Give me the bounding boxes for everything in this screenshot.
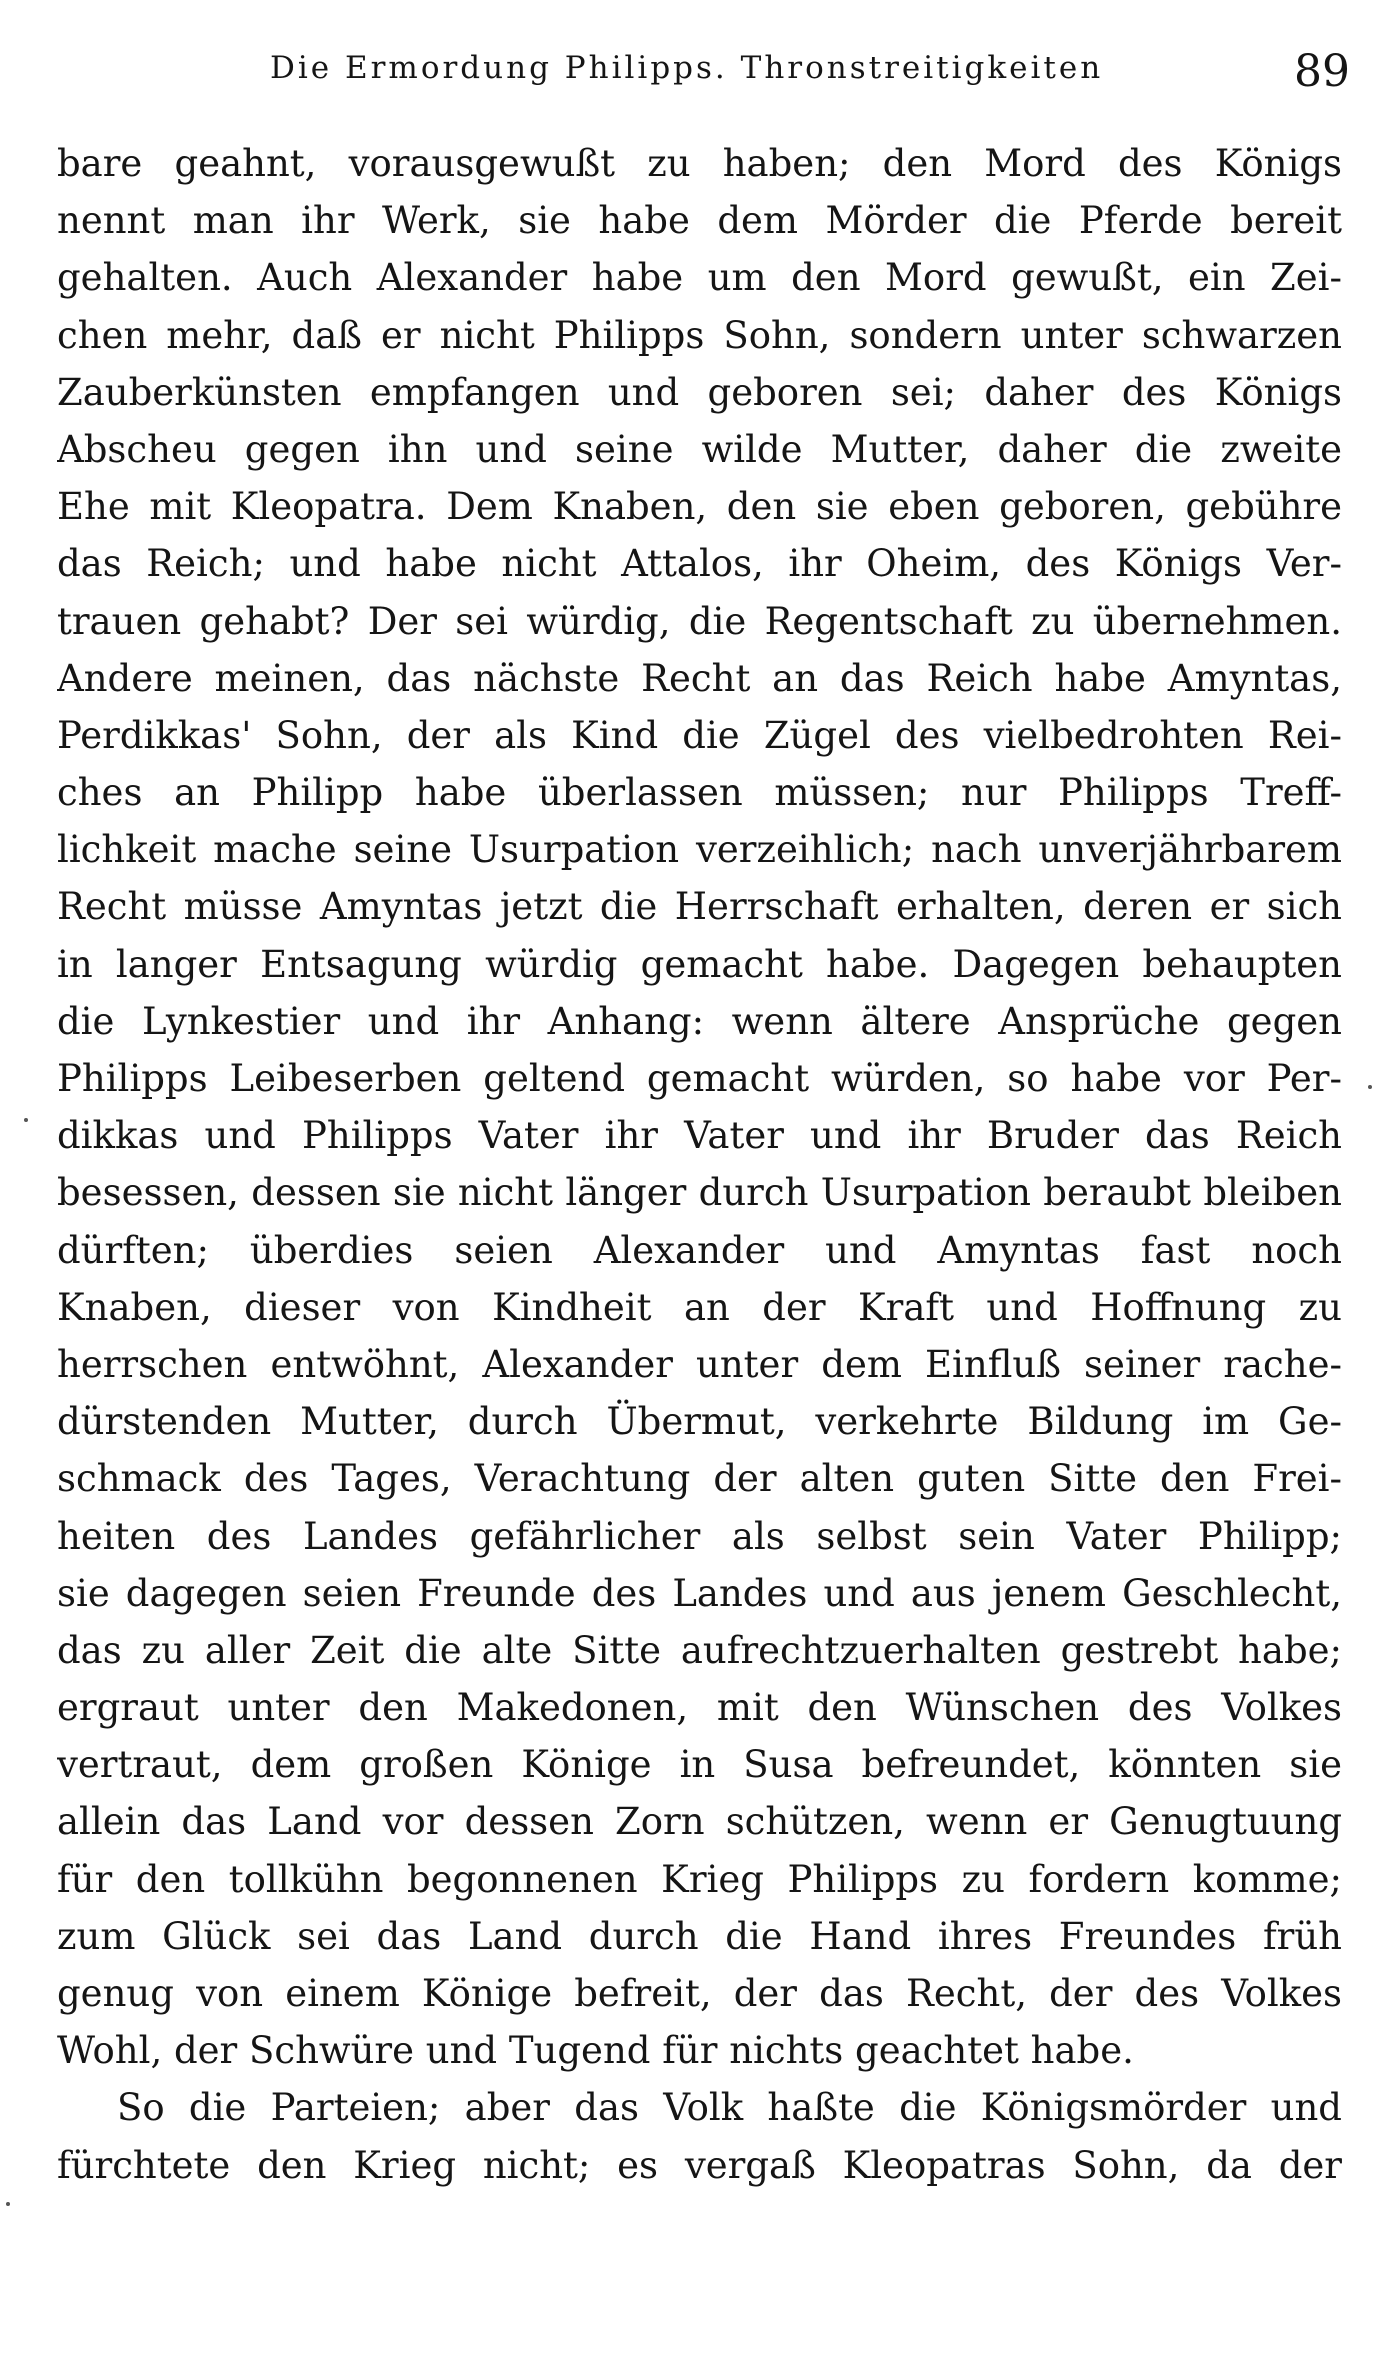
text-line: chen mehr, daß er nicht Philipps Sohn, sondern unter schwarzen (57, 313, 1342, 357)
text-line: ergraut unter den Makedonen, mit den Wünschen des Volkes (57, 1686, 1342, 1730)
body-text (57, 135, 1342, 2194)
text-line: in langer Entsagung würdig gemacht habe. Dagegen behaupten (57, 942, 1342, 986)
paragraph-2 (57, 2079, 1342, 2193)
text-line: bare geahnt, vorausgewußt zu haben; den Mord des Königs (57, 142, 1342, 185)
page-number: 89 (1294, 46, 1350, 97)
text-line: besessen, dessen sie nicht länger durch Usurpation beraubt bleiben (57, 1171, 1342, 1215)
text-line: allein das Land vor dessen Zorn schützen, wenn er Genugtuung (57, 1800, 1342, 1844)
running-title: Die Ermordung Philipps. Thronstreitigkeiten (270, 50, 1104, 86)
text-line: Ehe mit Kleopatra. Dem Knaben, den sie eben geboren, gebühre (57, 485, 1342, 529)
text-line: So die Parteien; aber das Volk haßte die Königsmörder und (117, 2086, 1342, 2130)
text-line: fürchtete den Krieg nicht; es vergaß Kleopatras Sohn, da der (57, 2143, 1342, 2187)
margin-speck (24, 1118, 28, 1122)
text-line: sie dagegen seien Freunde des Landes und aus jenem Geschlecht, (57, 1571, 1342, 1615)
text-line: dürften; überdies seien Alexander und Amyntas fast noch (57, 1228, 1342, 1272)
text-line: nennt man ihr Werk, sie habe dem Mörder die Pferde bereit (57, 199, 1342, 243)
text-line: zum Glück sei das Land durch die Hand ihres Freundes früh (57, 1914, 1342, 1958)
text-line: trauen gehabt? Der sei würdig, die Regentschaft zu übernehmen. (57, 599, 1342, 643)
margin-speck (1368, 1085, 1372, 1089)
text-line: Wohl, der Schwüre und Tugend für nichts geachtet habe. (57, 2029, 1134, 2073)
text-line: lichkeit mache seine Usurpation verzeihlich; nach unverjährbarem (57, 828, 1342, 872)
text-line: herrschen entwöhnt, Alexander unter dem Einfluß seiner rache- (57, 1342, 1342, 1386)
text-line: Zauberkünsten empfangen und geboren sei; daher des Königs (57, 370, 1342, 414)
text-line: das zu aller Zeit die alte Sitte aufrechtzuerhalten gestrebt habe; (57, 1628, 1342, 1672)
text-line: das Reich; und habe nicht Attalos, ihr Oheim, des Königs Ver- (57, 542, 1342, 586)
text-line: ches an Philipp habe überlassen müssen; nur Philipps Treff- (57, 771, 1342, 815)
text-line: Knaben, dieser von Kindheit an der Kraft und Hoffnung zu (57, 1285, 1342, 1329)
margin-speck (6, 2202, 10, 2206)
text-line: vertraut, dem großen Könige in Susa befreundet, könnten sie (57, 1743, 1342, 1787)
text-line: Recht müsse Amyntas jetzt die Herrschaft erhalten, deren er sich (57, 885, 1342, 929)
text-line: dikkas und Philipps Vater ihr Vater und ihr Bruder das Reich (57, 1114, 1342, 1158)
text-line: Abscheu gegen ihn und seine wilde Mutter, daher die zweite (57, 427, 1342, 471)
text-line: heiten des Landes gefährlicher als selbst sein Vater Philipp; (57, 1514, 1342, 1558)
text-line: gehalten. Auch Alexander habe um den Mord gewußt, ein Zei- (57, 256, 1342, 300)
text-line: für den tollkühn begonnenen Krieg Philipps zu fordern komme; (57, 1857, 1342, 1901)
text-line: Perdikkas' Sohn, der als Kind die Zügel des vielbedrohten Rei- (57, 713, 1342, 757)
paragraph-1 (57, 135, 1342, 2079)
running-head (60, 40, 1350, 110)
text-line: dürstenden Mutter, durch Übermut, verkehrte Bildung im Ge- (57, 1400, 1342, 1444)
text-line: Philipps Leibeserben geltend gemacht würden, so habe vor Per- (57, 1057, 1342, 1100)
text-line: Andere meinen, das nächste Recht an das Reich habe Amyntas, (57, 656, 1342, 700)
text-line: schmack des Tages, Verachtung der alten guten Sitte den Frei- (57, 1457, 1342, 1501)
text-line: die Lynkestier und ihr Anhang: wenn ältere Ansprüche gegen (57, 999, 1342, 1043)
text-line: genug von einem Könige befreit, der das Recht, der des Volkes (57, 1972, 1342, 2015)
